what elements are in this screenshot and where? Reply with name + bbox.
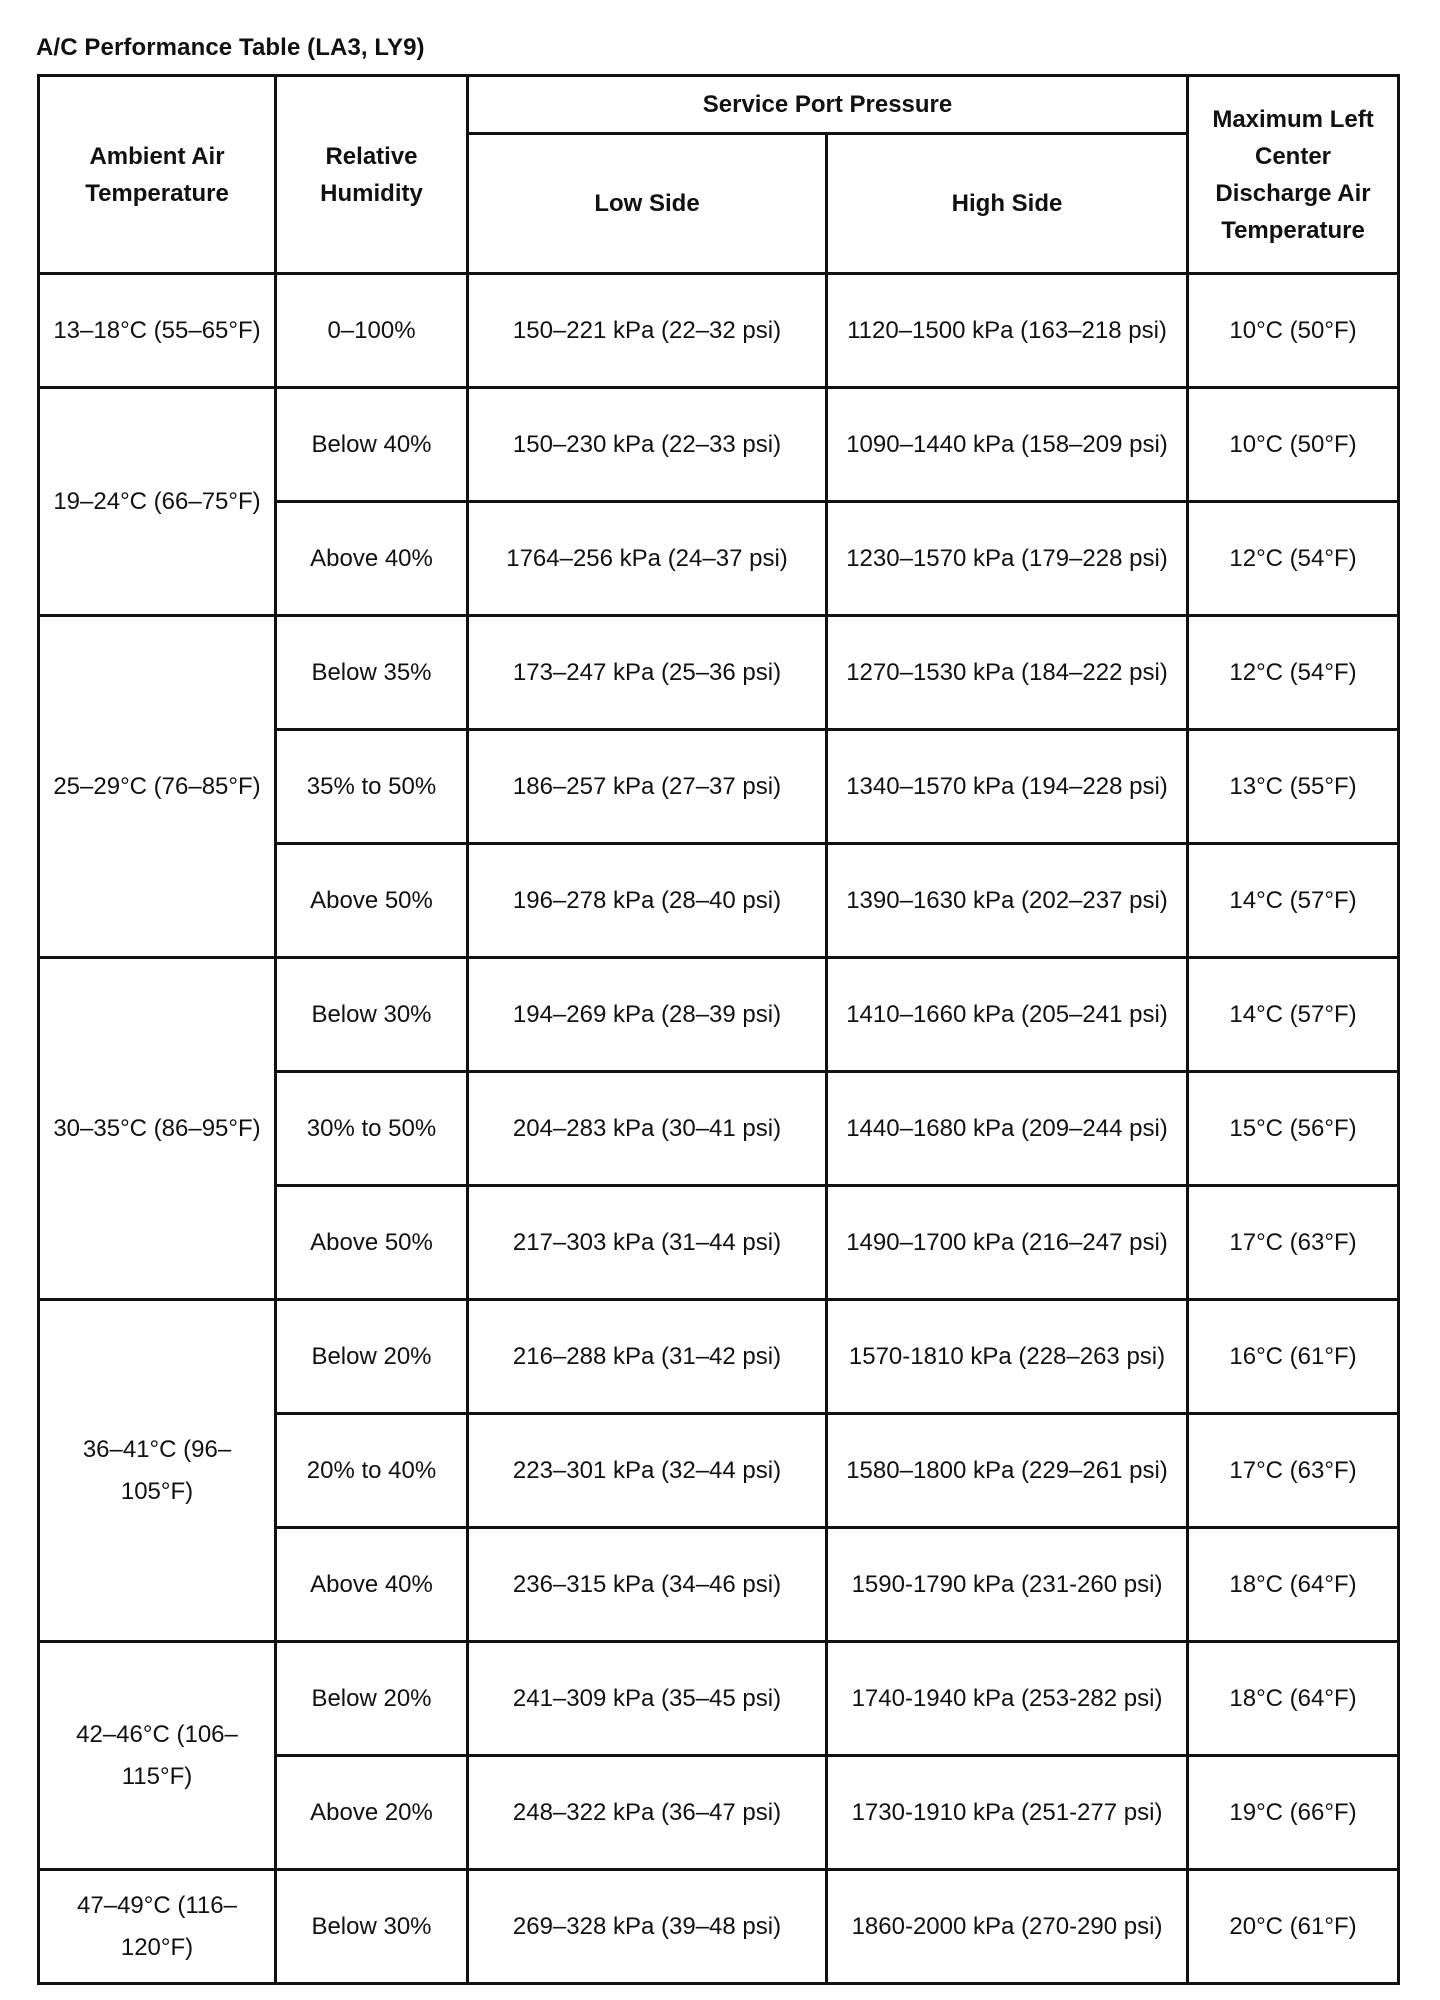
ambient-cell: 36–41°C (96–105°F) bbox=[39, 1300, 276, 1642]
table-row bbox=[39, 1300, 1399, 1414]
ambient-cell: 42–46°C (106–115°F) bbox=[39, 1642, 276, 1870]
humidity-cell: 35% to 50% bbox=[276, 730, 468, 844]
ambient-cell: 47–49°C (116–120°F) bbox=[39, 1870, 276, 1984]
high-side-cell: 1390–1630 kPa (202–237 psi) bbox=[827, 844, 1188, 958]
high-side-cell: 1410–1660 kPa (205–241 psi) bbox=[827, 958, 1188, 1072]
humidity-cell: Below 40% bbox=[276, 388, 468, 502]
max-temp-cell: 16°C (61°F) bbox=[1188, 1300, 1399, 1414]
table-row bbox=[39, 1870, 1399, 1984]
header-low-side: Low Side bbox=[468, 134, 827, 274]
max-temp-cell: 20°C (61°F) bbox=[1188, 1870, 1399, 1984]
humidity-cell: Above 20% bbox=[276, 1756, 468, 1870]
low-side-cell: 173–247 kPa (25–36 psi) bbox=[468, 616, 827, 730]
page-title: A/C Performance Table (LA3, LY9) bbox=[36, 34, 425, 61]
humidity-cell: Above 40% bbox=[276, 1528, 468, 1642]
max-temp-cell: 17°C (63°F) bbox=[1188, 1414, 1399, 1528]
header-ambient-air-temperature: Ambient Air Temperature bbox=[39, 76, 276, 274]
table-row bbox=[39, 388, 1399, 502]
max-temp-cell: 10°C (50°F) bbox=[1188, 274, 1399, 388]
low-side-cell: 241–309 kPa (35–45 psi) bbox=[468, 1642, 827, 1756]
high-side-cell: 1090–1440 kPa (158–209 psi) bbox=[827, 388, 1188, 502]
low-side-cell: 248–322 kPa (36–47 psi) bbox=[468, 1756, 827, 1870]
header-high-side: High Side bbox=[827, 134, 1188, 274]
ambient-cell: 13–18°C (55–65°F) bbox=[39, 274, 276, 388]
low-side-cell: 1764–256 kPa (24–37 psi) bbox=[468, 502, 827, 616]
max-temp-cell: 17°C (63°F) bbox=[1188, 1186, 1399, 1300]
low-side-cell: 223–301 kPa (32–44 psi) bbox=[468, 1414, 827, 1528]
humidity-cell: 0–100% bbox=[276, 274, 468, 388]
table-row bbox=[39, 1642, 1399, 1756]
ambient-cell: 30–35°C (86–95°F) bbox=[39, 958, 276, 1300]
max-temp-cell: 15°C (56°F) bbox=[1188, 1072, 1399, 1186]
high-side-cell: 1590-1790 kPa (231-260 psi) bbox=[827, 1528, 1188, 1642]
max-temp-cell: 18°C (64°F) bbox=[1188, 1528, 1399, 1642]
high-side-cell: 1490–1700 kPa (216–247 psi) bbox=[827, 1186, 1188, 1300]
low-side-cell: 216–288 kPa (31–42 psi) bbox=[468, 1300, 827, 1414]
high-side-cell: 1120–1500 kPa (163–218 psi) bbox=[827, 274, 1188, 388]
max-temp-cell: 19°C (66°F) bbox=[1188, 1756, 1399, 1870]
max-temp-cell: 18°C (64°F) bbox=[1188, 1642, 1399, 1756]
low-side-cell: 269–328 kPa (39–48 psi) bbox=[468, 1870, 827, 1984]
humidity-cell: Above 50% bbox=[276, 1186, 468, 1300]
humidity-cell: 30% to 50% bbox=[276, 1072, 468, 1186]
high-side-cell: 1860-2000 kPa (270-290 psi) bbox=[827, 1870, 1188, 1984]
humidity-cell: Below 30% bbox=[276, 958, 468, 1072]
max-temp-cell: 10°C (50°F) bbox=[1188, 388, 1399, 502]
max-temp-cell: 12°C (54°F) bbox=[1188, 616, 1399, 730]
low-side-cell: 236–315 kPa (34–46 psi) bbox=[468, 1528, 827, 1642]
humidity-cell: Below 35% bbox=[276, 616, 468, 730]
table-row bbox=[39, 616, 1399, 730]
low-side-cell: 186–257 kPa (27–37 psi) bbox=[468, 730, 827, 844]
high-side-cell: 1580–1800 kPa (229–261 psi) bbox=[827, 1414, 1188, 1528]
max-temp-cell: 14°C (57°F) bbox=[1188, 844, 1399, 958]
high-side-cell: 1570-1810 kPa (228–263 psi) bbox=[827, 1300, 1188, 1414]
high-side-cell: 1740-1940 kPa (253-282 psi) bbox=[827, 1642, 1188, 1756]
low-side-cell: 196–278 kPa (28–40 psi) bbox=[468, 844, 827, 958]
humidity-cell: 20% to 40% bbox=[276, 1414, 468, 1528]
low-side-cell: 217–303 kPa (31–44 psi) bbox=[468, 1186, 827, 1300]
ambient-cell: 19–24°C (66–75°F) bbox=[39, 388, 276, 616]
max-temp-cell: 13°C (55°F) bbox=[1188, 730, 1399, 844]
low-side-cell: 194–269 kPa (28–39 psi) bbox=[468, 958, 827, 1072]
table-row bbox=[39, 274, 1399, 388]
high-side-cell: 1270–1530 kPa (184–222 psi) bbox=[827, 616, 1188, 730]
humidity-cell: Below 20% bbox=[276, 1642, 468, 1756]
header-max-discharge-air-temperature: Maximum Left Center Discharge Air Temperature bbox=[1188, 76, 1399, 274]
low-side-cell: 150–230 kPa (22–33 psi) bbox=[468, 388, 827, 502]
header-relative-humidity: Relative Humidity bbox=[276, 76, 468, 274]
high-side-cell: 1340–1570 kPa (194–228 psi) bbox=[827, 730, 1188, 844]
humidity-cell: Below 20% bbox=[276, 1300, 468, 1414]
max-temp-cell: 14°C (57°F) bbox=[1188, 958, 1399, 1072]
high-side-cell: 1730-1910 kPa (251-277 psi) bbox=[827, 1756, 1188, 1870]
humidity-cell: Above 50% bbox=[276, 844, 468, 958]
ambient-cell: 25–29°C (76–85°F) bbox=[39, 616, 276, 958]
header-service-port-pressure: Service Port Pressure bbox=[468, 76, 1188, 134]
low-side-cell: 150–221 kPa (22–32 psi) bbox=[468, 274, 827, 388]
table-row bbox=[39, 958, 1399, 1072]
humidity-cell: Below 30% bbox=[276, 1870, 468, 1984]
high-side-cell: 1440–1680 kPa (209–244 psi) bbox=[827, 1072, 1188, 1186]
high-side-cell: 1230–1570 kPa (179–228 psi) bbox=[827, 502, 1188, 616]
low-side-cell: 204–283 kPa (30–41 psi) bbox=[468, 1072, 827, 1186]
humidity-cell: Above 40% bbox=[276, 502, 468, 616]
ac-performance-table bbox=[37, 74, 1400, 1985]
max-temp-cell: 12°C (54°F) bbox=[1188, 502, 1399, 616]
